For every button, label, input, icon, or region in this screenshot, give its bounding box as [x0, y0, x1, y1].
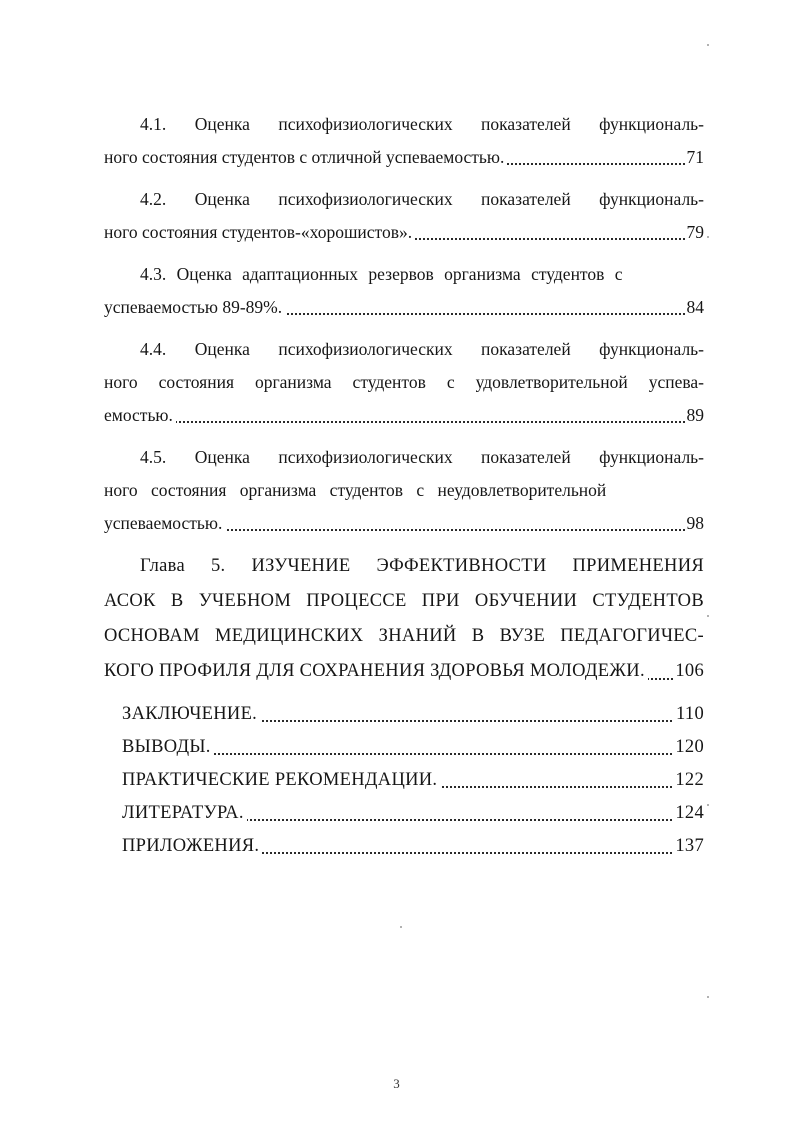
toc-entry-line [104, 366, 704, 399]
toc-entry-text: ного состояния организма студентов с неудовлетворительной [104, 480, 607, 500]
toc-page-number: 137 [673, 830, 704, 863]
toc-entry-line [104, 141, 704, 174]
toc-page-number: 124 [673, 797, 704, 830]
toc-entry-text: емостью. [104, 405, 176, 425]
toc-entry-line [104, 549, 704, 584]
toc-entry-text: ного состояния организма студентов с удовлетворительной успева- [104, 372, 704, 392]
toc-entry-line [104, 258, 704, 291]
toc-entry-text: 4.3. Оценка адаптационных резервов организма студентов с [140, 264, 623, 284]
toc-entry-line [104, 183, 704, 216]
toc-entry-chapter-5[interactable] [104, 549, 704, 689]
toc-entry-text: 4.5. Оценка психофизиологических показателей функциональ- [140, 447, 704, 467]
toc-entry-text: 4.4. Оценка психофизиологических показателей функциональ- [140, 339, 704, 359]
toc-entry-line [104, 333, 704, 366]
toc-entry-4-4[interactable] [104, 333, 704, 432]
toc-page-number: 89 [685, 399, 705, 432]
toc-page-number: 84 [685, 291, 705, 324]
toc-entry-appendices[interactable] [122, 830, 704, 863]
chapter-title-text: ОСНОВАМ МЕДИЦИНСКИХ ЗНАНИЙ В ВУЗЕ ПЕДАГОГИЧЕС- [104, 626, 704, 646]
toc-entry-text: ного состояния студентов с отличной успеваемостью. [104, 147, 507, 167]
toc-entry-4-3[interactable] [104, 258, 704, 324]
toc-entry-text: успеваемостью 89-89%. [104, 297, 285, 317]
toc-entry-text: успеваемостью. [104, 513, 225, 533]
scan-speck [707, 615, 709, 617]
dot-leader [104, 421, 704, 423]
toc-entry-text: ПРАКТИЧЕСКИЕ РЕКОМЕНДАЦИИ. [122, 770, 440, 790]
toc-entry-4-5[interactable] [104, 441, 704, 540]
scan-speck [707, 44, 709, 46]
scan-speck [707, 236, 709, 238]
toc-entry-text: ВЫВОДЫ. [122, 737, 214, 757]
toc-entry-text: ЗАКЛЮЧЕНИЕ. [122, 704, 260, 724]
toc-entry-line [104, 216, 704, 249]
toc-entry-line [104, 654, 704, 689]
toc-entry-literature[interactable] [122, 797, 704, 830]
scan-speck [400, 926, 402, 928]
toc-page-number: 120 [673, 731, 704, 764]
toc-entry-text: ЛИТЕРАТУРА. [122, 803, 247, 823]
page-number: 3 [393, 1076, 400, 1091]
toc-entry-line [104, 619, 704, 654]
toc-entry-line [104, 399, 704, 432]
toc-entry-line [104, 507, 704, 540]
table-of-contents [104, 108, 704, 863]
toc-page-number: 79 [685, 216, 705, 249]
scan-speck [707, 996, 709, 998]
chapter-title-text: КОГО ПРОФИЛЯ ДЛЯ СОХРАНЕНИЯ ЗДОРОВЬЯ МОЛОДЕЖИ. [104, 661, 648, 681]
toc-entry-4-2[interactable] [104, 183, 704, 249]
toc-entry-4-1[interactable] [104, 108, 704, 174]
toc-page-number: 71 [685, 141, 705, 174]
toc-entry-line [104, 584, 704, 619]
toc-entry-line [104, 441, 704, 474]
toc-entry-line [104, 108, 704, 141]
toc-entry-conclusion[interactable] [122, 698, 704, 731]
toc-entry-text: 4.2. Оценка психофизиологических показателей функциональ- [140, 189, 704, 209]
toc-entry-text: ПРИЛОЖЕНИЯ. [122, 836, 262, 856]
toc-page-number: 110 [674, 698, 704, 731]
chapter-title-text: АСОК В УЧЕБНОМ ПРОЦЕССЕ ПРИ ОБУЧЕНИИ СТУДЕНТОВ [104, 591, 704, 611]
toc-entry-line [104, 291, 704, 324]
chapter-title-text: Глава 5. ИЗУЧЕНИЕ ЭФФЕКТИВНОСТИ ПРИМЕНЕНИЯ [140, 556, 704, 576]
back-matter-list [104, 698, 704, 863]
toc-entry-text: 4.1. Оценка психофизиологических показателей функциональ- [140, 114, 704, 134]
toc-page-number: 98 [685, 507, 705, 540]
toc-entry-text: ного состояния студентов-«хорошистов». [104, 222, 415, 242]
scan-speck [707, 804, 709, 806]
toc-page-number: 122 [673, 764, 704, 797]
toc-page-number: 106 [673, 654, 704, 689]
toc-entry-line [104, 474, 704, 507]
toc-entry-conclusions[interactable] [122, 731, 704, 764]
toc-entry-recommendations[interactable] [122, 764, 704, 797]
